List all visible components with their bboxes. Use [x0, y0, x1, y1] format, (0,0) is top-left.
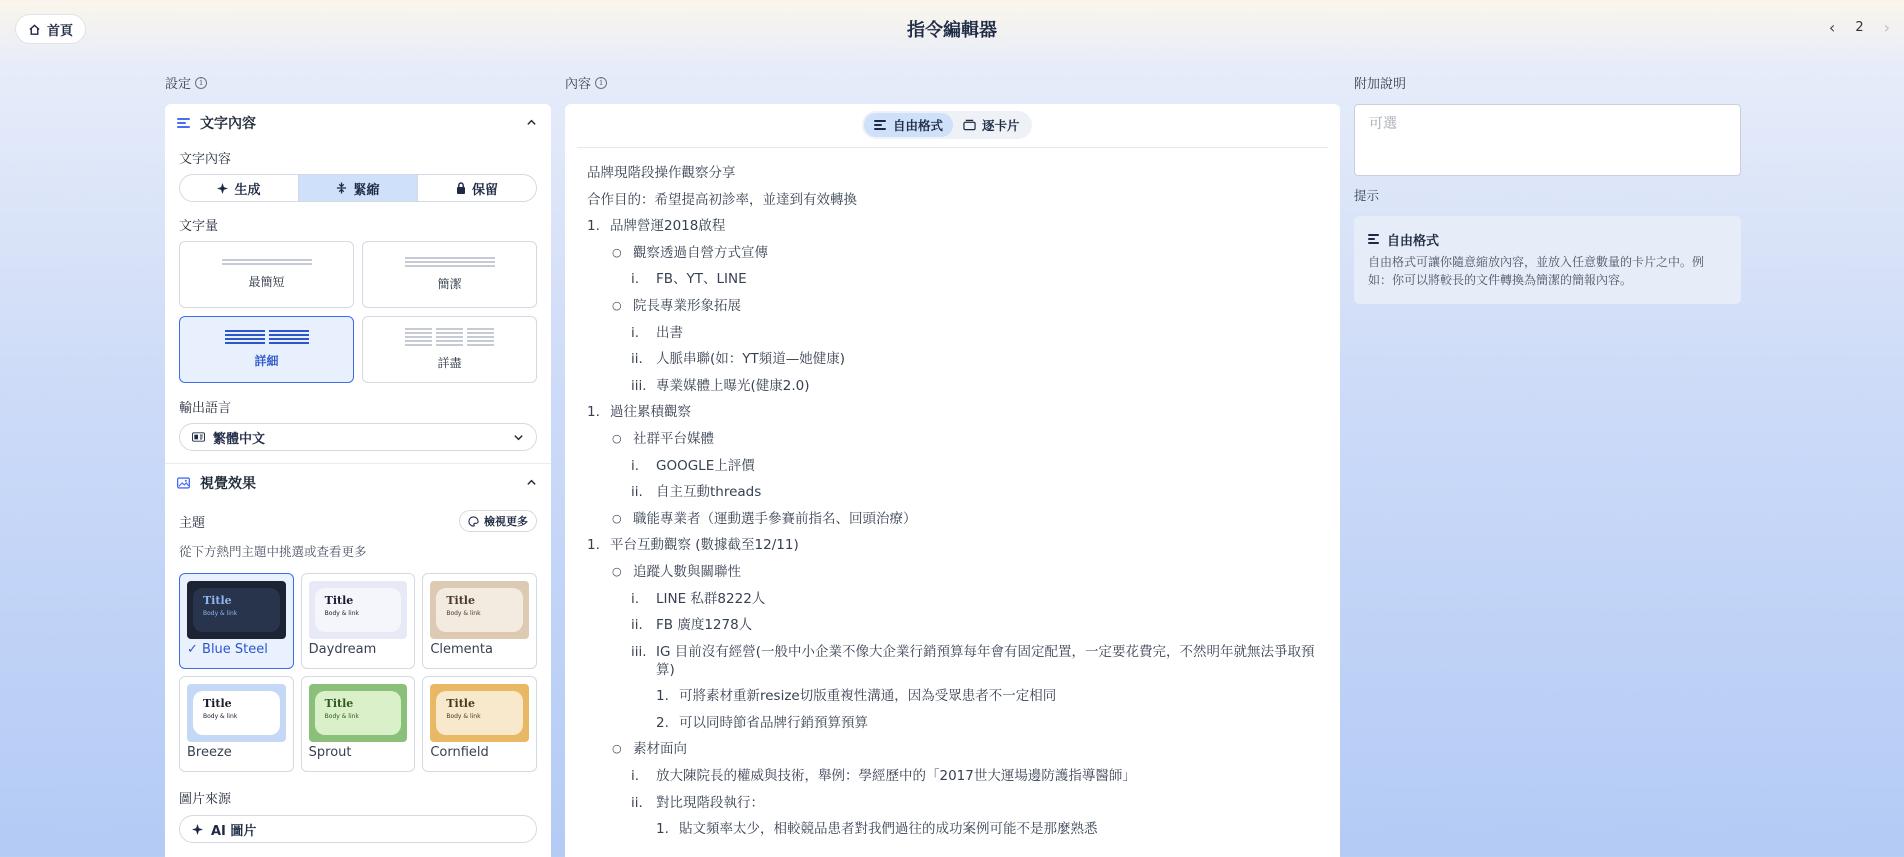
sparkle-icon: [192, 824, 203, 835]
theme-thumbnail: [187, 684, 286, 742]
content-line: [587, 643, 1320, 679]
lines-preview-icon: [222, 259, 312, 265]
theme-thumb-title: Title: [203, 697, 232, 710]
text-section-title: 文字內容: [200, 116, 256, 132]
list-marker: i.: [631, 271, 640, 288]
additional-notes-input[interactable]: [1354, 104, 1741, 176]
theme-thumbnail: [309, 581, 408, 639]
content-line-text: 合作目的：希望提高初診率，並達到有效轉換: [587, 191, 857, 208]
amount-thorough-card[interactable]: [362, 316, 537, 383]
tip-card: [1354, 216, 1741, 304]
theme-thumbnail: [309, 684, 408, 742]
theme-card[interactable]: [422, 676, 537, 772]
theme-thumb-body: Body & link: [203, 610, 238, 617]
amount-shortest-label: 最簡短: [248, 275, 285, 289]
theme-card[interactable]: [179, 573, 294, 669]
content-line: [587, 403, 1320, 421]
image-icon: [177, 477, 190, 489]
prev-page-icon[interactable]: ‹: [1828, 18, 1836, 37]
view-more-label: 檢視更多: [484, 515, 528, 528]
list-marker: 1.: [587, 218, 600, 235]
output-language-value: 繁體中文: [213, 431, 266, 447]
content-line: [587, 191, 1320, 209]
theme-name-text: Cornfield: [430, 745, 489, 760]
mode-generate-label: 生成: [234, 182, 261, 198]
list-marker: ○: [612, 298, 622, 312]
list-marker: ○: [612, 245, 622, 259]
card-by-card-tab[interactable]: [953, 113, 1030, 137]
content-label: 內容: [565, 77, 592, 92]
content-line-text: 觀察透過自營方式宣傳: [633, 244, 768, 261]
list-marker: 1.: [656, 688, 669, 705]
theme-card[interactable]: [301, 676, 416, 772]
text-lines-icon: [1368, 234, 1381, 245]
mode-condense-button[interactable]: [299, 175, 418, 201]
language-icon: [192, 432, 205, 442]
list-marker: ii.: [631, 617, 643, 634]
theme-thumbnail: [187, 581, 286, 639]
extra-label: 附加說明: [1354, 77, 1407, 92]
list-marker: 1.: [587, 537, 600, 554]
content-line: [587, 740, 1320, 758]
theme-row: [165, 510, 551, 532]
sparkle-icon: [217, 183, 228, 194]
theme-thumb-title: Title: [203, 594, 232, 607]
content-line: [587, 217, 1320, 235]
theme-name-text: Sprout: [308, 745, 352, 760]
amount-detailed-card[interactable]: [179, 316, 354, 383]
content-line-text: FB、YT、LINE: [656, 271, 747, 288]
content-line-text: IG 目前沒有經營(一般中小企業不像大企業行銷預算每年會有固定配置，一定要花費完，不然明年就無法爭取預算): [656, 643, 1315, 678]
content-line: [587, 767, 1320, 785]
extra-column-label: [1354, 73, 1406, 92]
content-line: [587, 297, 1320, 315]
content-line-text: 出書: [656, 324, 683, 341]
theme-thumbnail-inner: [193, 691, 280, 735]
theme-card[interactable]: [422, 573, 537, 669]
text-lines-icon: [874, 120, 887, 131]
content-line: [587, 377, 1320, 395]
lock-icon: [456, 182, 466, 194]
theme-thumbnail-inner: [315, 588, 402, 632]
list-marker: ○: [612, 742, 622, 756]
content-line: [587, 270, 1320, 288]
image-source-select[interactable]: [179, 815, 537, 843]
mode-preserve-label: 保留: [471, 182, 498, 198]
theme-name: [309, 642, 408, 657]
content-divider: [577, 147, 1328, 148]
theme-hint: 從下方熱門主題中挑選或查看更多: [179, 544, 367, 559]
content-line: [587, 714, 1320, 732]
content-line: [587, 563, 1320, 581]
theme-thumb-title: Title: [446, 594, 475, 607]
amount-concise-label: 簡潔: [437, 277, 462, 291]
lines-preview-icon: [405, 257, 495, 267]
condense-icon: [336, 182, 347, 194]
tip-title: [1368, 230, 1727, 249]
content-mode-segmented: [179, 174, 537, 202]
visual-section-title: 視覺效果: [200, 476, 256, 492]
amount-detailed-label: 詳細: [254, 354, 279, 368]
list-marker: ○: [612, 431, 622, 445]
content-mode-label: 文字內容: [179, 152, 232, 167]
content-line: [587, 457, 1320, 475]
theme-thumbnail-inner: [193, 588, 280, 632]
theme-name: [309, 745, 408, 760]
theme-thumb-title: Title: [324, 697, 354, 710]
content-line-text: 素材面向: [633, 741, 687, 758]
image-source-label: 圖片來源: [179, 792, 232, 807]
list-marker: i.: [631, 457, 640, 474]
home-label: 首頁: [47, 23, 74, 39]
theme-card[interactable]: [179, 676, 294, 772]
top-bar: [0, 0, 1904, 60]
check-icon: ✓: [187, 642, 203, 657]
list-marker: i.: [631, 768, 640, 785]
theme-thumb-title: Title: [324, 594, 354, 607]
theme-name: [187, 642, 286, 657]
tip-title-text: 自由格式: [1387, 234, 1440, 249]
text-amount-grid: [179, 241, 537, 383]
content-line-text: 貼文頻率太少，相較競品患者對我們過往的成功案例可能不是那麼熟悉: [679, 821, 1098, 838]
lines-preview-icon: [405, 328, 494, 346]
text-section-header[interactable]: [165, 104, 551, 142]
content-line-text: 自主互動threads: [656, 484, 762, 501]
content-line-text: 院長專業形象拓展: [633, 297, 741, 314]
settings-panel: [165, 104, 551, 857]
theme-thumb-title: Title: [446, 697, 475, 710]
theme-thumbnail-inner: [436, 588, 523, 632]
content-line: [587, 164, 1320, 182]
view-more-themes-button[interactable]: [459, 510, 537, 532]
theme-thumbnail-inner: [315, 691, 402, 735]
palette-icon: [468, 516, 479, 527]
theme-name-text: Blue Steel: [202, 642, 268, 657]
content-line-text: 追蹤人數與關聯性: [633, 563, 741, 580]
content-line-text: 人脈串聯(如：YT頻道—她健康): [656, 351, 846, 368]
settings-column-label: [165, 73, 207, 92]
content-line: [587, 510, 1320, 528]
content-line: [587, 244, 1320, 262]
theme-thumb-body: Body & link: [446, 610, 481, 617]
mode-condense-label: 緊縮: [353, 182, 380, 198]
theme-thumb-body: Body & link: [324, 713, 359, 720]
theme-card[interactable]: [301, 573, 416, 669]
chevron-up-icon[interactable]: [526, 117, 537, 128]
theme-name-text: Clementa: [430, 642, 493, 657]
cards-icon: [963, 119, 976, 131]
image-source-value: AI 圖片: [211, 823, 257, 839]
theme-thumbnail: [430, 684, 529, 742]
free-format-label: 自由格式: [893, 118, 944, 133]
theme-name: [430, 642, 529, 657]
content-editor[interactable]: [587, 164, 1320, 847]
page-number: 2: [1855, 20, 1864, 35]
theme-grid: [179, 573, 537, 772]
content-line: [587, 483, 1320, 501]
content-line-text: LINE 私群8222人: [656, 590, 766, 607]
content-line: [587, 350, 1320, 368]
pager: [1829, 18, 1890, 37]
format-toggle: [862, 111, 1032, 139]
amount-thorough-label: 詳盡: [437, 356, 462, 370]
theme-thumb-body: Body & link: [203, 713, 238, 720]
chevron-up-icon[interactable]: [526, 477, 537, 488]
content-line: [587, 324, 1320, 342]
theme-name: [187, 745, 286, 760]
output-language-label: 輸出語言: [179, 401, 232, 416]
theme-name-text: Breeze: [187, 745, 232, 760]
settings-label: 設定: [165, 77, 192, 92]
theme-name: [430, 745, 529, 760]
list-marker: iii.: [631, 643, 647, 660]
chevron-down-icon: [513, 432, 524, 443]
theme-thumbnail-inner: [436, 691, 523, 735]
theme-name-text: Daydream: [308, 642, 377, 657]
content-line: [587, 430, 1320, 448]
amount-shortest-card[interactable]: [179, 241, 354, 308]
page-title: 指令編輯器: [907, 20, 997, 41]
info-icon[interactable]: i: [595, 77, 607, 89]
content-line: [587, 794, 1320, 812]
list-marker: 1.: [656, 821, 669, 838]
content-line: [587, 687, 1320, 705]
content-line-text: 職能專業者（運動選手參賽前指名、回頭治療）: [633, 510, 917, 527]
text-amount-label: 文字量: [179, 219, 219, 234]
content-line: [587, 820, 1320, 838]
list-marker: i.: [631, 324, 640, 341]
list-marker: iii.: [631, 377, 647, 394]
content-line-text: 可以同時節省品牌行銷預算預算: [679, 714, 868, 731]
list-marker: ii.: [631, 351, 643, 368]
content-line: [587, 590, 1320, 608]
content-panel: [565, 104, 1340, 857]
list-marker: ii.: [631, 794, 643, 811]
content-line: [587, 536, 1320, 554]
content-line-text: 對比現階段執行：: [656, 794, 764, 811]
content-line-text: 品牌現階段操作觀察分享: [587, 165, 736, 181]
free-format-tab[interactable]: [864, 113, 953, 137]
text-lines-icon: [177, 118, 190, 129]
content-line-text: 過往累積觀察: [610, 404, 691, 421]
theme-thumb-body: Body & link: [446, 713, 481, 720]
content-line: [587, 616, 1320, 634]
next-page-icon[interactable]: ›: [1883, 18, 1890, 37]
content-line-text: 平台互動觀察 (數據截至12/11): [610, 537, 799, 554]
content-column-label: [565, 73, 607, 92]
output-language-select[interactable]: [179, 423, 537, 451]
content-line-text: 社群平台媒體: [633, 430, 714, 447]
theme-thumb-body: Body & link: [324, 610, 359, 617]
lines-preview-icon: [225, 330, 309, 344]
theme-label: 主題: [179, 515, 206, 531]
mode-preserve-button[interactable]: [418, 175, 536, 201]
tip-label: 提示: [1354, 188, 1380, 203]
content-line-text: 可將素材重新resize切版重複性溝通，因為受眾患者不一定相同: [679, 688, 1057, 705]
theme-thumbnail: [430, 581, 529, 639]
amount-concise-card[interactable]: [362, 241, 537, 308]
content-line-text: GOOGLE上評價: [656, 457, 755, 474]
list-marker: 1.: [587, 404, 600, 421]
notes-placeholder: 可選: [1369, 116, 1397, 132]
content-line-text: 專業媒體上曝光(健康2.0): [656, 377, 810, 394]
content-line-text: 品牌營運2018啟程: [610, 218, 726, 235]
list-marker: ○: [612, 564, 622, 578]
visual-section-header[interactable]: [165, 464, 551, 502]
content-line-text: FB 廣度1278人: [656, 617, 753, 634]
mode-generate-button[interactable]: [180, 175, 299, 201]
info-icon[interactable]: i: [195, 77, 207, 89]
card-by-card-label: 逐卡片: [982, 118, 1020, 133]
list-marker: i.: [631, 590, 640, 607]
content-line-text: 放大陳院長的權威與技術，舉例：學經歷中的「2017世大運場邊防護指導醫師」: [656, 768, 1136, 785]
tip-text: 自由格式可讓你隨意縮放內容，並放入任意數量的卡片之中。例如：你可以將較長的文件轉換為簡潔的簡報內容。: [1368, 255, 1705, 287]
list-marker: 2.: [656, 714, 669, 731]
list-marker: ○: [612, 511, 622, 525]
list-marker: ii.: [631, 484, 643, 501]
